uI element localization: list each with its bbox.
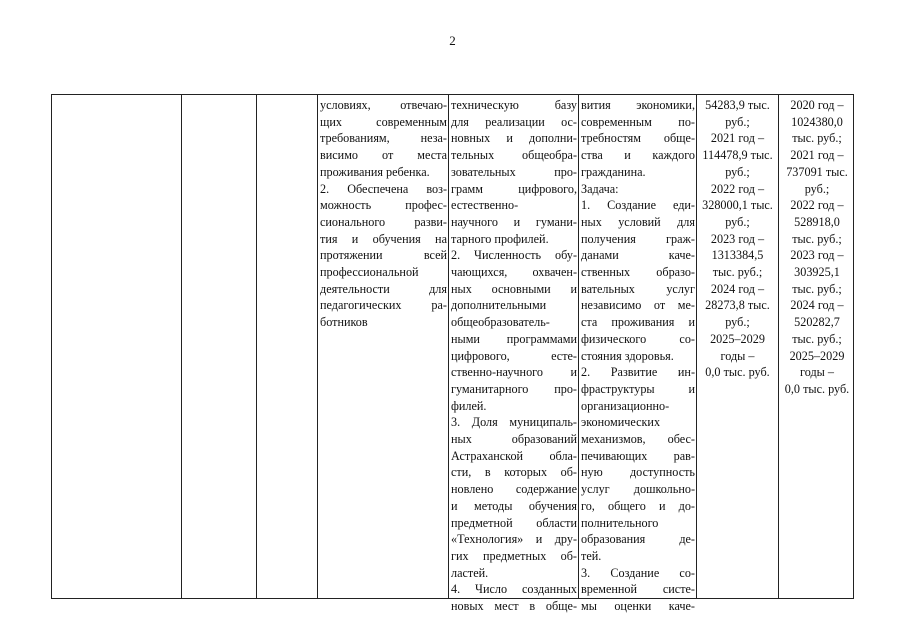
goals-tasks-cell — [581, 97, 695, 615]
col8-line: тыс. руб.; — [792, 131, 842, 146]
col6-line: услуг дошкольно- — [581, 482, 695, 497]
col8-line: 528918,0 — [794, 214, 840, 229]
col5-line: цифрового, есте- — [451, 348, 577, 363]
col6-line: ства и каждого — [581, 148, 695, 163]
col7-line: руб.; — [725, 315, 750, 330]
col6-line: ственных образо- — [581, 265, 695, 280]
funding-cell-1 — [698, 97, 777, 381]
col5-line: новлено содержание — [451, 482, 577, 497]
col5-line: 3. Доля муниципаль- — [451, 415, 577, 430]
col6-line: 3. Создание со- — [581, 565, 695, 580]
col7-line: 2023 год – — [710, 231, 765, 246]
col5-line: ластей. — [451, 565, 489, 580]
col6-line: Задача: — [581, 181, 619, 196]
col4-line: можность профес- — [320, 198, 447, 213]
col5-line: ственно-научного и — [451, 365, 577, 380]
col8-line: тыс. руб.; — [792, 331, 842, 346]
col5-line: для реализации ос- — [451, 114, 577, 129]
column-divider — [448, 95, 449, 598]
col5-line: чающихся, охвачен- — [451, 265, 577, 280]
col7-line: тыс. руб.; — [712, 265, 763, 280]
col5-line: гуманитарного про- — [451, 381, 577, 396]
col7-line: 2021 год – — [710, 131, 765, 146]
col5-line: общеобразователь- — [451, 315, 550, 330]
program-table — [51, 94, 854, 614]
col6-line: данами каче- — [581, 248, 695, 263]
col8-line: 0,0 тыс. руб. — [784, 381, 850, 396]
col4-line: условиях, отвечаю- — [320, 98, 447, 112]
col5-line: ными программами — [451, 331, 577, 346]
col5-line: ных образований — [451, 432, 577, 447]
col6-line: образования де- — [581, 532, 695, 547]
col6-line: получения граж- — [581, 231, 695, 246]
col5-line: грамм цифрового, — [451, 181, 577, 196]
col7-line: 1313384,5 — [711, 248, 764, 263]
col7-line: 28273,8 тыс. — [705, 298, 770, 313]
col7-line: руб.; — [725, 214, 750, 229]
col5-line: новых мест в обще- — [451, 599, 577, 614]
col5-line: тельных общеобра- — [451, 148, 577, 163]
col6-line: вития экономики, — [581, 98, 695, 112]
col5-line: техническую базу — [451, 98, 577, 112]
col8-line: тыс. руб.; — [792, 231, 842, 246]
col4-line: сионального разви- — [320, 214, 447, 229]
col6-line: стояния здоровья. — [581, 348, 674, 363]
col4-line: профессиональной — [320, 265, 419, 280]
indicators-cell — [451, 97, 577, 615]
col6-line: современным по- — [581, 114, 695, 129]
col6-line: механизмов, обес- — [581, 432, 695, 447]
col7-line: 2022 год – — [710, 181, 765, 196]
col8-line: 2021 год – — [790, 148, 844, 163]
col5-line: гих предметных об- — [451, 548, 577, 563]
col4-line: проживания ребенка. — [320, 164, 430, 179]
col8-line: тыс. руб.; — [792, 281, 842, 296]
col7-line: 114478,9 тыс. — [702, 148, 773, 163]
col5-line: и методы обучения — [451, 498, 577, 513]
col6-line: организационно- — [581, 398, 670, 413]
col5-line: 2. Численность обу- — [451, 248, 577, 263]
results-cell — [320, 97, 447, 331]
col6-line: требностям обще- — [581, 131, 695, 146]
col5-line: предметной области — [451, 515, 577, 530]
column-divider — [256, 95, 257, 598]
col6-line: экономических — [581, 415, 661, 430]
col5-line: Астраханской обла- — [451, 448, 577, 463]
col7-line: 2024 год – — [710, 281, 765, 296]
col4-line: тия и обучения на — [320, 231, 447, 246]
col6-line: 2. Развитие ин- — [581, 365, 695, 380]
col8-line: 2025–2029 — [789, 348, 845, 363]
col6-line: фраструктуры и — [581, 381, 695, 396]
col6-line: го, общего и до- — [581, 498, 695, 513]
col6-line: полнительного — [581, 515, 659, 530]
col7-line: 0,0 тыс. руб. — [705, 365, 770, 380]
col4-line: ботников — [320, 315, 368, 330]
col8-line: 1024380,0 — [791, 114, 843, 129]
col5-line: новных и дополни- — [451, 131, 577, 146]
col7-line: руб.; — [725, 114, 750, 129]
col6-line: ную доступность — [581, 465, 695, 480]
col6-line: ста проживания и — [581, 315, 695, 330]
col5-line: сти, в которых об- — [451, 465, 577, 480]
col7-line: 328000,1 тыс. — [702, 198, 773, 213]
col8-line: 2023 год – — [790, 248, 844, 263]
col4-line: висимо от места — [320, 148, 447, 163]
col7-line: 2025–2029 — [710, 331, 765, 346]
col6-line: печивающих рав- — [581, 448, 695, 463]
col4-line: деятельности для — [320, 281, 447, 296]
col5-line: «Технология» и дру- — [451, 532, 577, 547]
column-divider — [578, 95, 579, 598]
col7-line: руб.; — [725, 164, 750, 179]
col6-line: вательных услуг — [581, 281, 695, 296]
column-divider — [696, 95, 697, 598]
col5-line: ных основными и — [451, 281, 577, 296]
col4-line: протяжении всей — [320, 248, 447, 263]
col8-line: 2024 год – — [790, 298, 844, 313]
col6-line: тей. — [581, 548, 602, 563]
col5-line: дополнительными — [451, 298, 547, 313]
col8-line: 2022 год – — [790, 198, 844, 213]
col8-line: 2020 год – — [790, 98, 844, 112]
col5-line: естественно- — [451, 198, 519, 213]
col5-line: тарного профилей. — [451, 231, 549, 246]
funding-cell-2 — [780, 97, 854, 398]
col7-line: годы – — [720, 348, 755, 363]
col8-line: годы – — [800, 365, 834, 380]
col4-line: требованиям, неза- — [320, 131, 447, 146]
col6-line: 1. Создание еди- — [581, 198, 695, 213]
col5-line: зовательных про- — [451, 164, 577, 179]
column-divider — [778, 95, 779, 598]
column-divider — [317, 95, 318, 598]
col6-line: гражданина. — [581, 164, 646, 179]
col6-line: временной систе- — [581, 582, 695, 597]
col6-line: ных условий для — [581, 214, 695, 229]
col6-line: мы оценки каче- — [581, 599, 695, 614]
page-number: 2 — [449, 33, 456, 48]
col8-line: 303925,1 — [794, 265, 840, 280]
col4-line: педагогических ра- — [320, 298, 447, 313]
col8-line: 520282,7 — [794, 315, 840, 330]
col5-line: научного и гумани- — [451, 214, 577, 229]
col8-line: руб.; — [804, 181, 830, 196]
column-divider — [181, 95, 182, 598]
col6-line: независимо от ме- — [581, 298, 695, 313]
col4-line: щих современным — [320, 114, 447, 129]
col7-line: 54283,9 тыс. — [705, 98, 770, 112]
col5-line: филей. — [451, 398, 487, 413]
col5-line: 4. Число созданных — [451, 582, 577, 597]
col8-line: 737091 тыс. — [786, 164, 848, 179]
col4-line: 2. Обеспечена воз- — [320, 181, 447, 196]
col6-line: физического со- — [581, 331, 695, 346]
